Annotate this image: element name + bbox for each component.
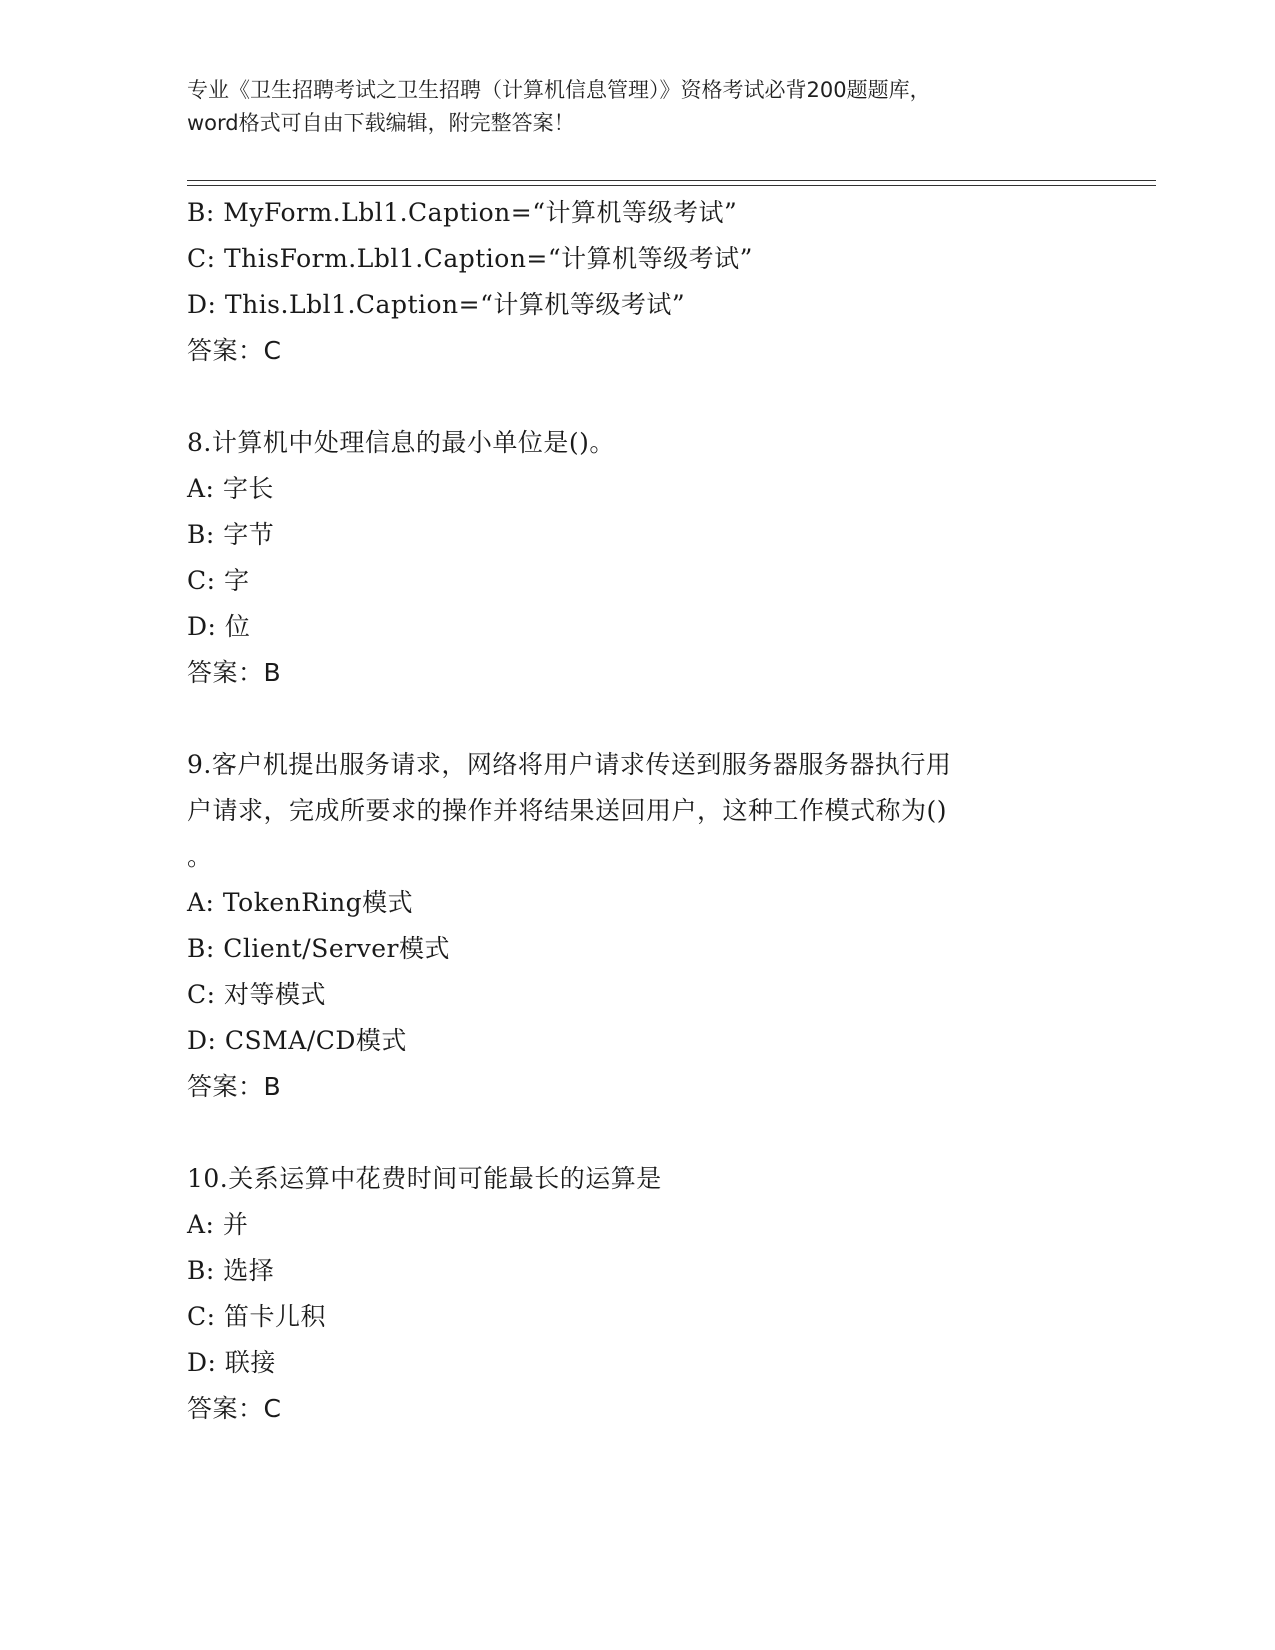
document-header bbox=[187, 74, 1087, 140]
option-c: C: 笛卡儿积 bbox=[187, 1302, 326, 1331]
question-8 bbox=[187, 420, 1167, 696]
header-line-2: word格式可自由下载编辑，附完整答案！ bbox=[187, 111, 575, 135]
question-text: 9.客户机提出服务请求，网络将用户请求传送到服务器服务器执行用 bbox=[187, 750, 952, 779]
question-9 bbox=[187, 742, 1167, 1110]
option-a: A: 字长 bbox=[187, 474, 274, 503]
option-b: B: MyForm.Lbl1.Caption=“计算机等级考试” bbox=[187, 198, 738, 227]
option-c: C: 对等模式 bbox=[187, 980, 326, 1009]
option-b: B: Client/Server模式 bbox=[187, 934, 450, 963]
spacer bbox=[187, 374, 1167, 420]
spacer bbox=[187, 696, 1167, 742]
header-line-1: 专业《卫生招聘考试之卫生招聘（计算机信息管理）》资格考试必背200题题库， bbox=[187, 78, 931, 102]
question-text: 。 bbox=[187, 842, 213, 871]
answer-line: 答案：B bbox=[187, 658, 282, 687]
question-list bbox=[187, 190, 1167, 1432]
spacer bbox=[187, 1110, 1167, 1156]
option-b: B: 字节 bbox=[187, 520, 275, 549]
question-text: 8.计算机中处理信息的最小单位是()。 bbox=[187, 428, 615, 457]
option-b: B: 选择 bbox=[187, 1256, 275, 1285]
answer-line: 答案：C bbox=[187, 1394, 282, 1423]
option-a: A: TokenRing模式 bbox=[187, 888, 414, 917]
answer-line: 答案：B bbox=[187, 1072, 282, 1101]
option-c: C: ThisForm.Lbl1.Caption=“计算机等级考试” bbox=[187, 244, 753, 273]
option-d: D: 联接 bbox=[187, 1348, 276, 1377]
option-d: D: This.Lbl1.Caption=“计算机等级考试” bbox=[187, 290, 686, 319]
option-a: A: 并 bbox=[187, 1210, 249, 1239]
option-c: C: 字 bbox=[187, 566, 250, 595]
question-text: 户请求，完成所要求的操作并将结果送回用户，这种工作模式称为() bbox=[187, 796, 948, 825]
header-divider-bottom bbox=[187, 185, 1156, 186]
question-10 bbox=[187, 1156, 1167, 1432]
header-divider-top bbox=[187, 180, 1156, 181]
option-d: D: CSMA/CD模式 bbox=[187, 1026, 407, 1055]
option-d: D: 位 bbox=[187, 612, 251, 641]
answer-line: 答案：C bbox=[187, 336, 282, 365]
question-7-continued bbox=[187, 190, 1167, 374]
question-text: 10.关系运算中花费时间可能最长的运算是 bbox=[187, 1164, 662, 1193]
